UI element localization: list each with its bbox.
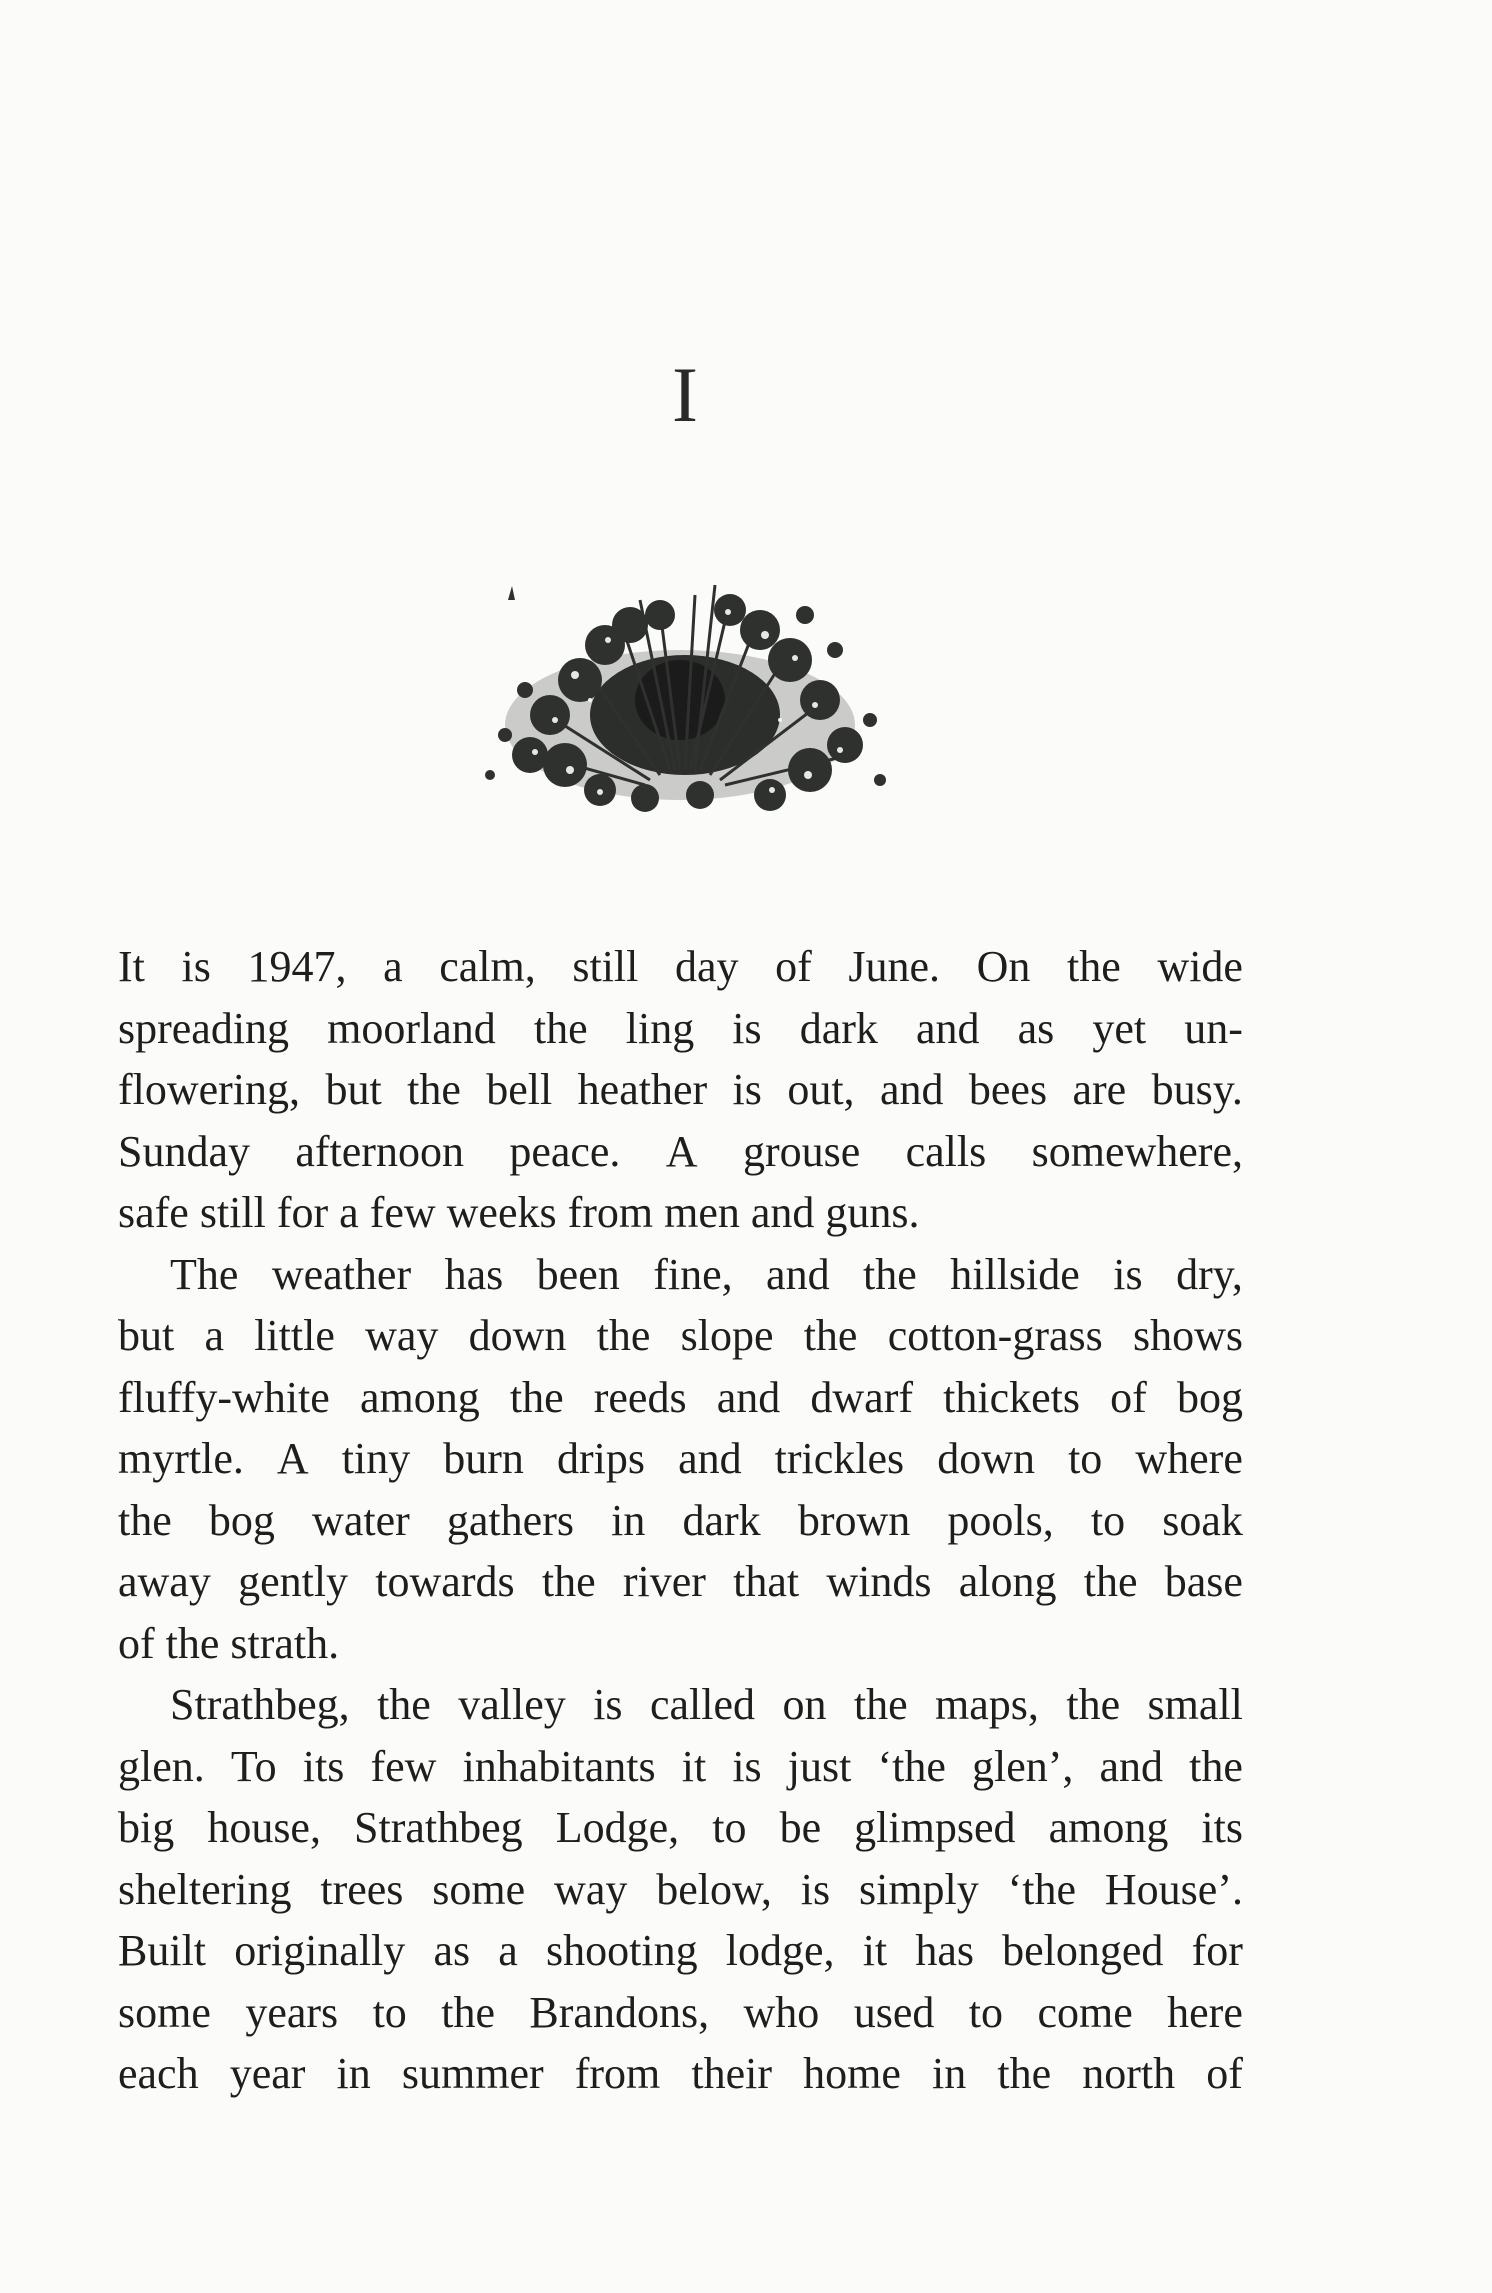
text-line: safe still for a few weeks from men and guns. (118, 1188, 920, 1237)
text-line: It is 1947, a calm, still day of June. On the wide (118, 942, 1243, 991)
chapter-number: I (672, 351, 698, 438)
text-line: glen. To its few inhabitants it is just ‘the glen’, and the (118, 1741, 1243, 1791)
text-line: but a little way down the slope the cotton-grass shows (118, 1311, 1243, 1360)
text-line: away gently towards the river that winds along the base (118, 1557, 1243, 1606)
text-line: myrtle. A tiny burn drips and trickles down to where (118, 1434, 1243, 1483)
paragraph (118, 1244, 1243, 1675)
text-line: flowering, but the bell heather is out, and bees are busy. (118, 1065, 1243, 1114)
paragraph (118, 1674, 1243, 2105)
text-line: fluffy-white among the reeds and dwarf thickets of bog (118, 1372, 1243, 1422)
text-line: of the strath. (118, 1618, 340, 1668)
text-line: each year in summer from their home in the north of (118, 2049, 1243, 2098)
text-line: sheltering trees some way below, is simply ‘the House’. (118, 1864, 1243, 1914)
heather-bush-illustration (430, 540, 930, 840)
text-line: some years to the Brandons, who used to come here (118, 1987, 1243, 2037)
text-line: Built originally as a shooting lodge, it has belonged for (118, 1926, 1243, 1975)
text-line: Sunday afternoon peace. A grouse calls somewhere, (118, 1126, 1243, 1176)
text-line: spreading moorland the ling is dark and as yet un- (118, 1003, 1243, 1053)
body-text (118, 936, 1243, 2105)
text-line: Strathbeg, the valley is called on the maps, the small (170, 1680, 1243, 1729)
paragraph (118, 936, 1243, 1244)
text-line: big house, Strathbeg Lodge, to be glimpsed among its (118, 1803, 1243, 1852)
text-line: The weather has been fine, and the hillside is dry, (170, 1249, 1243, 1299)
text-line: the bog water gathers in dark brown pools, to soak (118, 1495, 1243, 1545)
